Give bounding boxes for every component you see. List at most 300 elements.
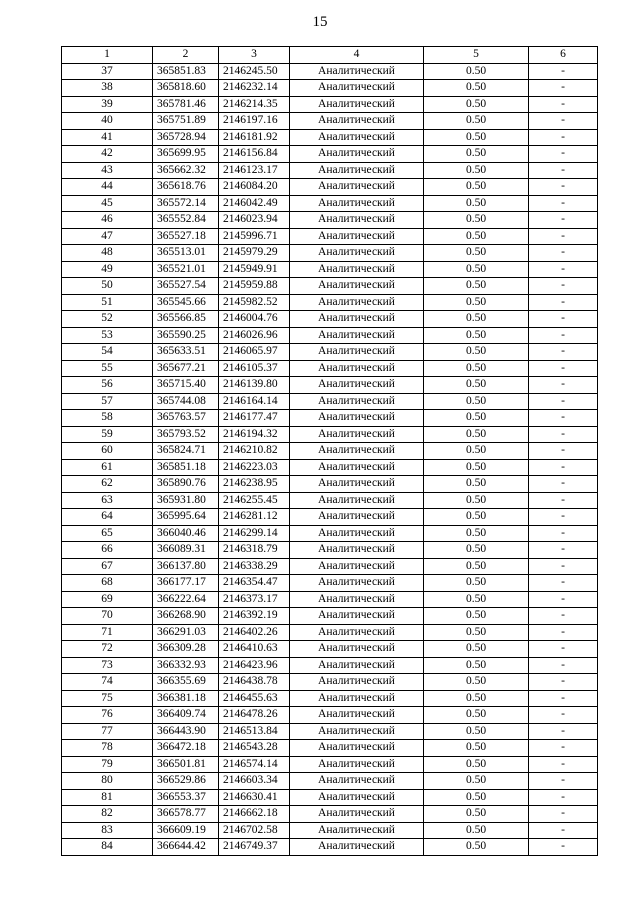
note-cell: -	[529, 575, 598, 592]
point-number-cell: 51	[62, 294, 153, 311]
note-cell: -	[529, 690, 598, 707]
y-coordinate-cell: 2146245.50	[219, 63, 290, 80]
table-row	[62, 146, 598, 163]
x-coordinate-cell: 366529.86	[153, 773, 219, 790]
note-cell: -	[529, 657, 598, 674]
y-coordinate-cell: 2146177.47	[219, 410, 290, 427]
x-coordinate-cell: 366443.90	[153, 723, 219, 740]
accuracy-cell: 0.50	[424, 245, 529, 262]
page-number: 15	[312, 14, 328, 30]
x-coordinate-cell: 365662.32	[153, 162, 219, 179]
x-coordinate-cell: 366609.19	[153, 822, 219, 839]
table-row	[62, 723, 598, 740]
accuracy-cell: 0.50	[424, 129, 529, 146]
point-number-cell: 57	[62, 393, 153, 410]
point-number-cell: 81	[62, 789, 153, 806]
accuracy-cell: 0.50	[424, 360, 529, 377]
y-coordinate-cell: 2146410.63	[219, 641, 290, 658]
method-cell: Аналитический	[290, 245, 424, 262]
x-coordinate-cell: 365728.94	[153, 129, 219, 146]
x-coordinate-cell: 365793.52	[153, 426, 219, 443]
point-number-cell: 70	[62, 608, 153, 625]
point-number-cell: 50	[62, 278, 153, 295]
accuracy-cell: 0.50	[424, 113, 529, 130]
y-coordinate-cell: 2146042.49	[219, 195, 290, 212]
method-cell: Аналитический	[290, 509, 424, 526]
y-coordinate-cell: 2146603.34	[219, 773, 290, 790]
point-number-cell: 74	[62, 674, 153, 691]
table-row	[62, 245, 598, 262]
x-coordinate-cell: 365995.64	[153, 509, 219, 526]
accuracy-cell: 0.50	[424, 294, 529, 311]
y-coordinate-cell: 2146123.17	[219, 162, 290, 179]
y-coordinate-cell: 2146354.47	[219, 575, 290, 592]
note-cell: -	[529, 195, 598, 212]
y-coordinate-cell: 2146023.94	[219, 212, 290, 229]
note-cell: -	[529, 723, 598, 740]
note-cell: -	[529, 509, 598, 526]
y-coordinate-cell: 2146105.37	[219, 360, 290, 377]
point-number-cell: 63	[62, 492, 153, 509]
y-coordinate-cell: 2146702.58	[219, 822, 290, 839]
point-number-cell: 80	[62, 773, 153, 790]
accuracy-cell: 0.50	[424, 410, 529, 427]
table-row	[62, 789, 598, 806]
method-cell: Аналитический	[290, 393, 424, 410]
accuracy-cell: 0.50	[424, 212, 529, 229]
x-coordinate-cell: 365521.01	[153, 261, 219, 278]
note-cell: -	[529, 162, 598, 179]
x-coordinate-cell: 365851.83	[153, 63, 219, 80]
method-cell: Аналитический	[290, 806, 424, 823]
accuracy-cell: 0.50	[424, 608, 529, 625]
x-coordinate-cell: 365751.89	[153, 113, 219, 130]
method-cell: Аналитический	[290, 690, 424, 707]
header-cell: 6	[529, 47, 598, 64]
point-number-cell: 56	[62, 377, 153, 394]
method-cell: Аналитический	[290, 789, 424, 806]
point-number-cell: 55	[62, 360, 153, 377]
method-cell: Аналитический	[290, 426, 424, 443]
y-coordinate-cell: 2146084.20	[219, 179, 290, 196]
x-coordinate-cell: 365527.54	[153, 278, 219, 295]
table-row	[62, 575, 598, 592]
y-coordinate-cell: 2146232.14	[219, 80, 290, 97]
point-number-cell: 78	[62, 740, 153, 757]
accuracy-cell: 0.50	[424, 740, 529, 757]
accuracy-cell: 0.50	[424, 806, 529, 823]
x-coordinate-cell: 365890.76	[153, 476, 219, 493]
accuracy-cell: 0.50	[424, 773, 529, 790]
y-coordinate-cell: 2146139.80	[219, 377, 290, 394]
table-row	[62, 492, 598, 509]
method-cell: Аналитический	[290, 228, 424, 245]
y-coordinate-cell: 2146181.92	[219, 129, 290, 146]
point-number-cell: 64	[62, 509, 153, 526]
note-cell: -	[529, 393, 598, 410]
y-coordinate-cell: 2146423.96	[219, 657, 290, 674]
accuracy-cell: 0.50	[424, 195, 529, 212]
note-cell: -	[529, 773, 598, 790]
table-row	[62, 327, 598, 344]
accuracy-cell: 0.50	[424, 344, 529, 361]
table-row	[62, 542, 598, 559]
point-number-cell: 49	[62, 261, 153, 278]
y-coordinate-cell: 2145996.71	[219, 228, 290, 245]
note-cell: -	[529, 525, 598, 542]
x-coordinate-cell: 365744.08	[153, 393, 219, 410]
method-cell: Аналитический	[290, 146, 424, 163]
note-cell: -	[529, 492, 598, 509]
y-coordinate-cell: 2146238.95	[219, 476, 290, 493]
x-coordinate-cell: 365513.01	[153, 245, 219, 262]
note-cell: -	[529, 591, 598, 608]
y-coordinate-cell: 2146543.28	[219, 740, 290, 757]
y-coordinate-cell: 2146281.12	[219, 509, 290, 526]
note-cell: -	[529, 410, 598, 427]
method-cell: Аналитический	[290, 525, 424, 542]
table-row	[62, 657, 598, 674]
y-coordinate-cell: 2146392.19	[219, 608, 290, 625]
accuracy-cell: 0.50	[424, 789, 529, 806]
method-cell: Аналитический	[290, 377, 424, 394]
y-coordinate-cell: 2146223.03	[219, 459, 290, 476]
method-cell: Аналитический	[290, 443, 424, 460]
method-cell: Аналитический	[290, 542, 424, 559]
x-coordinate-cell: 366644.42	[153, 839, 219, 856]
table-row	[62, 740, 598, 757]
table-row	[62, 641, 598, 658]
accuracy-cell: 0.50	[424, 63, 529, 80]
point-number-cell: 62	[62, 476, 153, 493]
x-coordinate-cell: 365818.60	[153, 80, 219, 97]
y-coordinate-cell: 2145979.29	[219, 245, 290, 262]
method-cell: Аналитический	[290, 839, 424, 856]
method-cell: Аналитический	[290, 261, 424, 278]
table-row	[62, 360, 598, 377]
accuracy-cell: 0.50	[424, 476, 529, 493]
point-number-cell: 47	[62, 228, 153, 245]
method-cell: Аналитический	[290, 740, 424, 757]
x-coordinate-cell: 366501.81	[153, 756, 219, 773]
note-cell: -	[529, 278, 598, 295]
note-cell: -	[529, 228, 598, 245]
accuracy-cell: 0.50	[424, 179, 529, 196]
y-coordinate-cell: 2146338.29	[219, 558, 290, 575]
x-coordinate-cell: 366137.80	[153, 558, 219, 575]
table-row	[62, 212, 598, 229]
table-row	[62, 690, 598, 707]
header-cell: 2	[153, 47, 219, 64]
x-coordinate-cell: 365572.14	[153, 195, 219, 212]
x-coordinate-cell: 365545.66	[153, 294, 219, 311]
point-number-cell: 40	[62, 113, 153, 130]
point-number-cell: 75	[62, 690, 153, 707]
table-row	[62, 393, 598, 410]
method-cell: Аналитический	[290, 773, 424, 790]
x-coordinate-cell: 365763.57	[153, 410, 219, 427]
accuracy-cell: 0.50	[424, 707, 529, 724]
method-cell: Аналитический	[290, 179, 424, 196]
accuracy-cell: 0.50	[424, 542, 529, 559]
method-cell: Аналитический	[290, 129, 424, 146]
accuracy-cell: 0.50	[424, 723, 529, 740]
table-row	[62, 344, 598, 361]
method-cell: Аналитический	[290, 327, 424, 344]
accuracy-cell: 0.50	[424, 162, 529, 179]
table-row	[62, 278, 598, 295]
note-cell: -	[529, 542, 598, 559]
point-number-cell: 76	[62, 707, 153, 724]
note-cell: -	[529, 80, 598, 97]
table-row	[62, 459, 598, 476]
point-number-cell: 67	[62, 558, 153, 575]
table-row	[62, 509, 598, 526]
x-coordinate-cell: 365633.51	[153, 344, 219, 361]
note-cell: -	[529, 63, 598, 80]
method-cell: Аналитический	[290, 591, 424, 608]
y-coordinate-cell: 2146255.45	[219, 492, 290, 509]
y-coordinate-cell: 2146026.96	[219, 327, 290, 344]
y-coordinate-cell: 2146197.16	[219, 113, 290, 130]
table-row	[62, 63, 598, 80]
accuracy-cell: 0.50	[424, 591, 529, 608]
note-cell: -	[529, 146, 598, 163]
point-number-cell: 46	[62, 212, 153, 229]
x-coordinate-cell: 365527.18	[153, 228, 219, 245]
y-coordinate-cell: 2146065.97	[219, 344, 290, 361]
table-row	[62, 426, 598, 443]
accuracy-cell: 0.50	[424, 146, 529, 163]
accuracy-cell: 0.50	[424, 278, 529, 295]
table-row	[62, 113, 598, 130]
point-number-cell: 69	[62, 591, 153, 608]
method-cell: Аналитический	[290, 360, 424, 377]
y-coordinate-cell: 2146373.17	[219, 591, 290, 608]
method-cell: Аналитический	[290, 575, 424, 592]
point-number-cell: 83	[62, 822, 153, 839]
x-coordinate-cell: 365590.25	[153, 327, 219, 344]
table-row	[62, 228, 598, 245]
note-cell: -	[529, 294, 598, 311]
table-row	[62, 311, 598, 328]
method-cell: Аналитический	[290, 80, 424, 97]
table-row	[62, 674, 598, 691]
method-cell: Аналитический	[290, 608, 424, 625]
accuracy-cell: 0.50	[424, 311, 529, 328]
table-body	[62, 63, 598, 855]
note-cell: -	[529, 608, 598, 625]
y-coordinate-cell: 2146164.14	[219, 393, 290, 410]
point-number-cell: 42	[62, 146, 153, 163]
point-number-cell: 82	[62, 806, 153, 823]
x-coordinate-cell: 366381.18	[153, 690, 219, 707]
y-coordinate-cell: 2145982.52	[219, 294, 290, 311]
note-cell: -	[529, 740, 598, 757]
note-cell: -	[529, 426, 598, 443]
x-coordinate-cell: 366268.90	[153, 608, 219, 625]
accuracy-cell: 0.50	[424, 839, 529, 856]
table-row	[62, 822, 598, 839]
method-cell: Аналитический	[290, 212, 424, 229]
note-cell: -	[529, 707, 598, 724]
header-row	[62, 47, 598, 64]
table-row	[62, 443, 598, 460]
point-number-cell: 45	[62, 195, 153, 212]
accuracy-cell: 0.50	[424, 228, 529, 245]
point-number-cell: 66	[62, 542, 153, 559]
x-coordinate-cell: 366472.18	[153, 740, 219, 757]
table-row	[62, 624, 598, 641]
method-cell: Аналитический	[290, 723, 424, 740]
x-coordinate-cell: 366553.37	[153, 789, 219, 806]
x-coordinate-cell: 365715.40	[153, 377, 219, 394]
table-row	[62, 294, 598, 311]
note-cell: -	[529, 360, 598, 377]
table-row	[62, 806, 598, 823]
point-number-cell: 44	[62, 179, 153, 196]
x-coordinate-cell: 365618.76	[153, 179, 219, 196]
point-number-cell: 65	[62, 525, 153, 542]
note-cell: -	[529, 96, 598, 113]
x-coordinate-cell: 366332.93	[153, 657, 219, 674]
table-row	[62, 773, 598, 790]
y-coordinate-cell: 2146318.79	[219, 542, 290, 559]
table-row	[62, 591, 598, 608]
note-cell: -	[529, 344, 598, 361]
method-cell: Аналитический	[290, 96, 424, 113]
table-row	[62, 129, 598, 146]
x-coordinate-cell: 365699.95	[153, 146, 219, 163]
method-cell: Аналитический	[290, 707, 424, 724]
method-cell: Аналитический	[290, 756, 424, 773]
method-cell: Аналитический	[290, 113, 424, 130]
table-row	[62, 839, 598, 856]
accuracy-cell: 0.50	[424, 393, 529, 410]
header-cell: 1	[62, 47, 153, 64]
table-row	[62, 261, 598, 278]
y-coordinate-cell: 2146662.18	[219, 806, 290, 823]
x-coordinate-cell: 366409.74	[153, 707, 219, 724]
table-row	[62, 410, 598, 427]
accuracy-cell: 0.50	[424, 624, 529, 641]
accuracy-cell: 0.50	[424, 261, 529, 278]
y-coordinate-cell: 2146299.14	[219, 525, 290, 542]
point-number-cell: 73	[62, 657, 153, 674]
x-coordinate-cell: 365824.71	[153, 443, 219, 460]
accuracy-cell: 0.50	[424, 492, 529, 509]
point-number-cell: 58	[62, 410, 153, 427]
note-cell: -	[529, 261, 598, 278]
point-number-cell: 61	[62, 459, 153, 476]
note-cell: -	[529, 476, 598, 493]
point-number-cell: 60	[62, 443, 153, 460]
accuracy-cell: 0.50	[424, 443, 529, 460]
accuracy-cell: 0.50	[424, 509, 529, 526]
accuracy-cell: 0.50	[424, 575, 529, 592]
note-cell: -	[529, 311, 598, 328]
note-cell: -	[529, 806, 598, 823]
table-row	[62, 80, 598, 97]
note-cell: -	[529, 624, 598, 641]
y-coordinate-cell: 2146630.41	[219, 789, 290, 806]
x-coordinate-cell: 366089.31	[153, 542, 219, 559]
x-coordinate-cell: 366177.17	[153, 575, 219, 592]
point-number-cell: 43	[62, 162, 153, 179]
table-row	[62, 756, 598, 773]
method-cell: Аналитический	[290, 278, 424, 295]
method-cell: Аналитический	[290, 294, 424, 311]
header-cell: 3	[219, 47, 290, 64]
table-row	[62, 179, 598, 196]
note-cell: -	[529, 459, 598, 476]
point-number-cell: 53	[62, 327, 153, 344]
point-number-cell: 84	[62, 839, 153, 856]
point-number-cell: 54	[62, 344, 153, 361]
note-cell: -	[529, 327, 598, 344]
x-coordinate-cell: 365851.18	[153, 459, 219, 476]
point-number-cell: 48	[62, 245, 153, 262]
x-coordinate-cell: 366222.64	[153, 591, 219, 608]
point-number-cell: 79	[62, 756, 153, 773]
accuracy-cell: 0.50	[424, 96, 529, 113]
method-cell: Аналитический	[290, 822, 424, 839]
method-cell: Аналитический	[290, 674, 424, 691]
y-coordinate-cell: 2146455.63	[219, 690, 290, 707]
x-coordinate-cell: 366355.69	[153, 674, 219, 691]
method-cell: Аналитический	[290, 459, 424, 476]
point-number-cell: 72	[62, 641, 153, 658]
table-row	[62, 162, 598, 179]
table-row	[62, 377, 598, 394]
coordinates-table	[61, 46, 598, 856]
point-number-cell: 37	[62, 63, 153, 80]
accuracy-cell: 0.50	[424, 690, 529, 707]
x-coordinate-cell: 365552.84	[153, 212, 219, 229]
x-coordinate-cell: 365566.85	[153, 311, 219, 328]
point-number-cell: 38	[62, 80, 153, 97]
note-cell: -	[529, 674, 598, 691]
table-row	[62, 707, 598, 724]
table-row	[62, 525, 598, 542]
note-cell: -	[529, 839, 598, 856]
table-row	[62, 558, 598, 575]
method-cell: Аналитический	[290, 162, 424, 179]
point-number-cell: 77	[62, 723, 153, 740]
y-coordinate-cell: 2146004.76	[219, 311, 290, 328]
accuracy-cell: 0.50	[424, 558, 529, 575]
y-coordinate-cell: 2146194.32	[219, 426, 290, 443]
method-cell: Аналитический	[290, 63, 424, 80]
accuracy-cell: 0.50	[424, 822, 529, 839]
y-coordinate-cell: 2146749.37	[219, 839, 290, 856]
y-coordinate-cell: 2146574.14	[219, 756, 290, 773]
point-number-cell: 39	[62, 96, 153, 113]
table-row	[62, 195, 598, 212]
accuracy-cell: 0.50	[424, 525, 529, 542]
accuracy-cell: 0.50	[424, 80, 529, 97]
y-coordinate-cell: 2146513.84	[219, 723, 290, 740]
method-cell: Аналитический	[290, 195, 424, 212]
accuracy-cell: 0.50	[424, 674, 529, 691]
point-number-cell: 71	[62, 624, 153, 641]
point-number-cell: 68	[62, 575, 153, 592]
note-cell: -	[529, 443, 598, 460]
method-cell: Аналитический	[290, 641, 424, 658]
accuracy-cell: 0.50	[424, 426, 529, 443]
method-cell: Аналитический	[290, 344, 424, 361]
y-coordinate-cell: 2146438.78	[219, 674, 290, 691]
